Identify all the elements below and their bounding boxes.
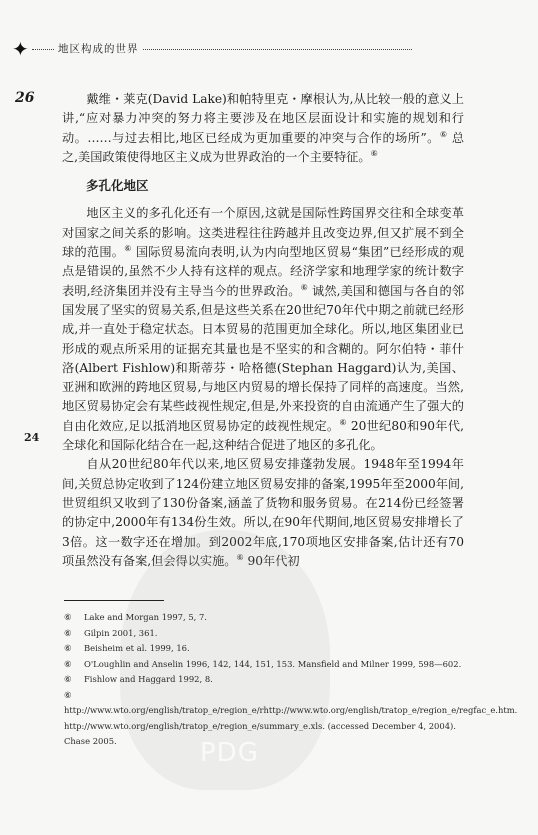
footnote-text: Lake and Morgan 1997, 5, 7.: [84, 612, 207, 622]
section-heading: 多孔化地区: [86, 178, 149, 194]
footnote-text: http://www.wto.org/english/tratop_e/region_e/rhttp://www.wto.org/english/tratop_e/region_e/regfac_e.htm. http://www.wto.org/english/tratop_e/region_e/summary_e.xls. (accessed December 4, 2004). Chase 2005.: [64, 705, 518, 746]
paragraph-2-text-d: 20世纪80和90年代,全球化和国际化结合在一起,这种结合促进了地区的多孔化。: [62, 418, 465, 453]
footnote-text: Fishlow and Haggard 1992, 8.: [84, 674, 213, 684]
footnote-mark: ⑥: [64, 689, 72, 700]
original-page-number: 24: [24, 431, 40, 444]
paragraph-3-text-b: 90年代初: [243, 553, 300, 568]
paragraph-1: [62, 90, 464, 167]
footnote-mark: ⑥: [64, 674, 72, 684]
paragraph-1-text-a: 戴维・莱克(David Lake)和帕特里克・摩根认为,从比较一般的意义上讲,“应对暴力冲突的努力将主要涉及在地区层面设计和实施的规划和行动。……与过去相比,地区已经成为更加重要的冲突与合作的场所”。: [62, 92, 464, 145]
footnote-item: [64, 626, 464, 642]
footnote-mark: ⑥: [64, 627, 72, 638]
paragraph-2-text-c: 诚然,美国和德国与各自的邻国发展了坚实的贸易关系,但是这些关系在20世纪70年代中期之前就已经形成,并一直处于稳定状态。日本贸易的范围更加全球化。所以,地区集团业已形成的观点所采用的证据充其量也是不坚实的和含糊的。阿尔伯特・菲什洛(Albert Fishlow)和斯蒂芬・哈格德(Stephan Haggard)认为,美国、亚洲和欧洲的跨地区贸易,与地区内贸易的增长保持了同样的高速度。当然,地区贸易协定会有某些歧视性规定,但是,外来投资的自由流通产生了强大的自由化效应,足以抵消地区贸易协定的歧视性规定。: [62, 283, 465, 433]
footnote-ref: ⑥: [124, 244, 132, 254]
footnote-item: [64, 657, 464, 673]
footnote-text: Gilpin 2001, 361.: [84, 627, 158, 638]
running-header: [8, 38, 428, 62]
body-text: [62, 90, 464, 571]
footnote-text: O'Loughlin and Anselin 1996, 142, 144, 151, 153. Mansfield and Milner 1999, 598—602.: [84, 658, 462, 669]
footnote-item: [64, 610, 464, 626]
paragraph-2: [62, 204, 464, 455]
footnote-mark: ⑥: [64, 612, 72, 622]
footnote-item: [64, 688, 518, 750]
footnote-divider: [64, 600, 164, 601]
page-number: 26: [15, 90, 35, 106]
paragraph-2-text-a: 地区主义的多孔化还有一个原因,这就是国际性跨国界交往和全球变革对国家之间关系的影响。这类进程往往跨越并且改变边界,但又扩展不到全球的范围。: [62, 206, 464, 260]
footnote-ref: ⑥: [439, 129, 448, 139]
footnote-ref: ⑥: [300, 282, 308, 292]
running-header-title: 地区构成的世界: [54, 41, 143, 57]
footnote-ref: ⑥: [370, 148, 378, 158]
footnotes: [64, 610, 518, 750]
footnote-item: [64, 672, 464, 688]
watermark-text: PDG: [200, 738, 259, 768]
footnote-ref: ⑥: [236, 552, 244, 562]
star-ornament-icon: ✦: [12, 37, 29, 61]
footnote-ref: ⑥: [339, 417, 347, 427]
footnote-mark: ⑥: [64, 658, 72, 669]
paragraph-3-text-a: 自从20世纪80年代以来,地区贸易安排蓬勃发展。1948年至1994年间,关贸总协定收到了124份建立地区贸易安排的备案,1995年至2000年间,世贸组织又收到了130份备案,涵盖了货物和服务贸易。在214份已经签署的协定中,2000年有134份生效。所以,在90年代期间,地区贸易安排增长了3倍。这一数字还在增加。到2002年底,170项地区安排备案,估计还有70项虽然没有备案,但会得以实施。: [62, 457, 464, 568]
footnote-mark: ⑥: [64, 643, 72, 653]
footnote-item: [64, 641, 464, 657]
paragraph-2-text-b: 国际贸易流向表明,认为内向型地区贸易“集团”已经形成的观点是错误的,虽然不少人持有这样的观点。经济学家和地理学家的统计数字表明,经济集团并没有主导当今的世界政治。: [62, 245, 464, 298]
paragraph-1-text-b: 总之,美国政策使得地区主义成为世界政治的一个主要特征。: [62, 130, 465, 164]
footnote-text: Beisheim et al. 1999, 16.: [84, 643, 190, 653]
